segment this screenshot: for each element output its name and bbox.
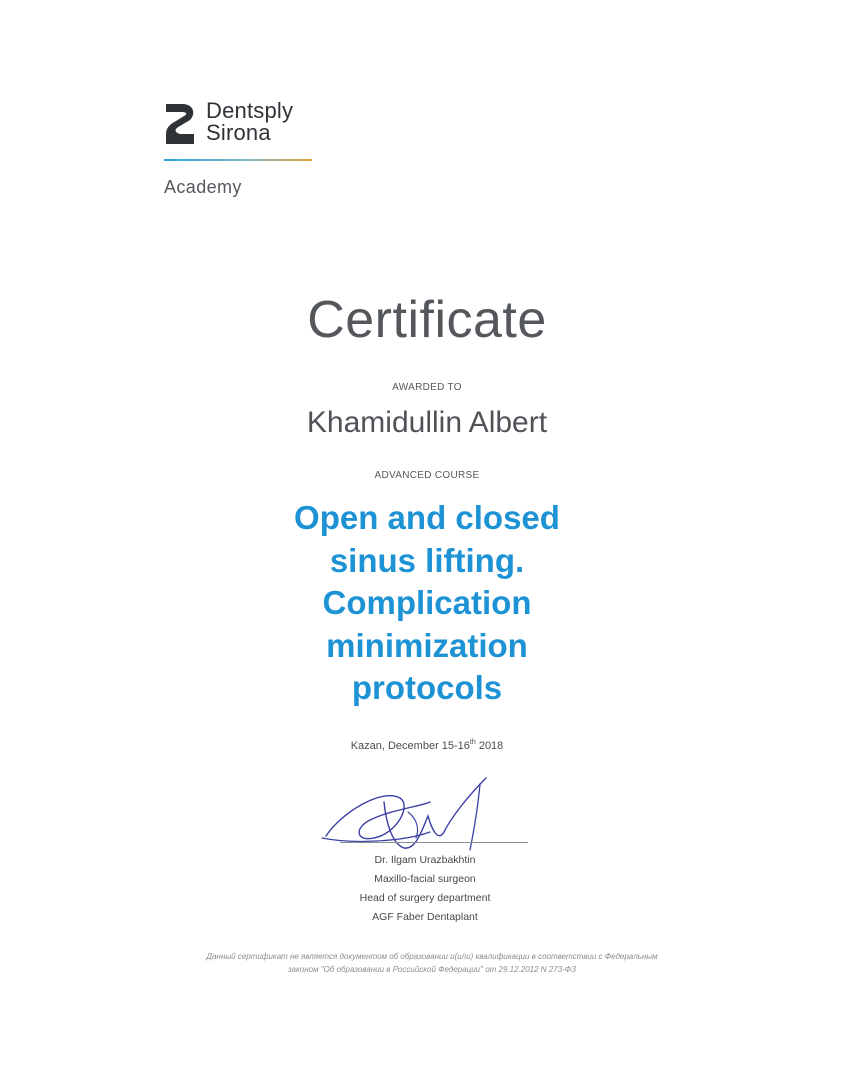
signature-line (340, 842, 528, 843)
course-title-line: Open and closed (294, 499, 560, 536)
handwritten-signature (312, 772, 542, 862)
legal-disclaimer-line1: Данный сертификат не является документом об образовании и(или) квалификации в соответствии с Федеральным (206, 952, 658, 961)
course-type-label: ADVANCED COURSE (374, 470, 480, 481)
signatory-department: Head of surgery department (359, 892, 491, 904)
dentsply-sirona-mark-icon (164, 102, 198, 146)
logo-divider (164, 159, 312, 161)
course-title-line: protocols (351, 669, 503, 706)
course-date-suffix: th (469, 739, 476, 746)
recipient-name: Khamidullin Albert (306, 406, 548, 439)
signatory-name: Dr. Ilgam Urazbakhtin (374, 854, 476, 866)
logo-division: Academy (164, 177, 242, 197)
legal-disclaimer-line2: законом "Об образовании в Российской Федерации" от 29.12.2012 N 273-ФЗ (287, 965, 577, 974)
course-date-prefix: Kazan, December 15-16 (350, 740, 470, 752)
certificate-title: Certificate (307, 291, 547, 349)
course-title-line: Complication (322, 584, 532, 621)
awarded-to-label: AWARDED TO (392, 382, 462, 393)
course-title (212, 497, 642, 710)
course-title-line: sinus lifting. (329, 541, 525, 579)
logo-brand-line1: Dentsply (206, 98, 294, 123)
dentsply-sirona-logo (164, 98, 324, 208)
course-date (212, 738, 642, 754)
course-title-line: minimization (326, 626, 528, 664)
course-date-year: 2018 (475, 740, 504, 752)
signatory-role: Maxillo-facial surgeon (374, 873, 476, 885)
logo-brand-line2: Sirona (206, 120, 271, 145)
signatory-organization: AGF Faber Dentaplant (372, 911, 478, 923)
